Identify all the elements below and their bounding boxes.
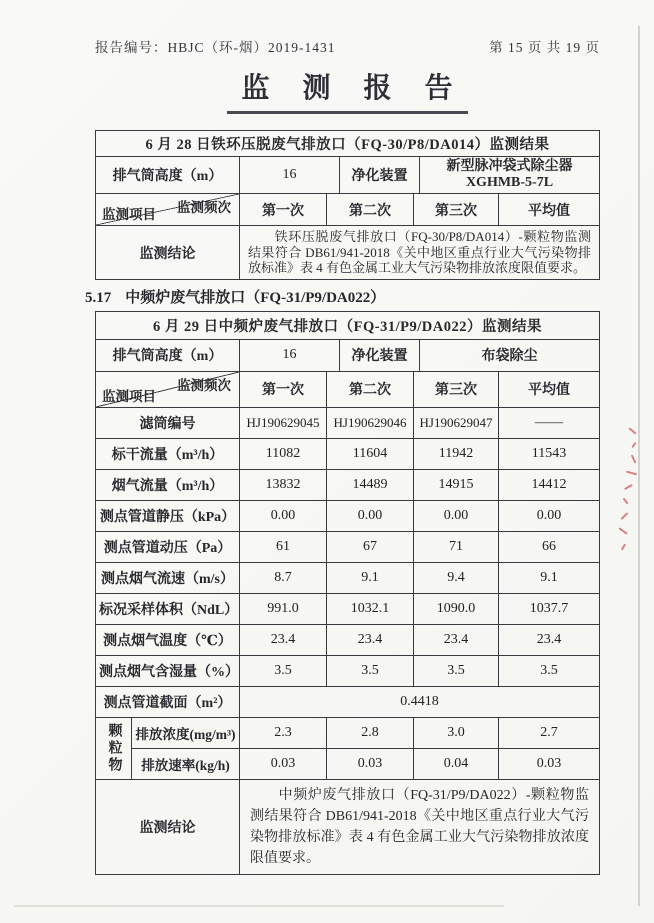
cell-value: 71 (413, 532, 498, 562)
stamp-edge-mark (624, 484, 633, 490)
table1-frequency-header-row (96, 193, 599, 225)
cell-value: 1037.7 (498, 594, 599, 624)
cell-value: 14412 (498, 470, 599, 500)
table2-stack-row (96, 339, 599, 371)
page-number: 第 15 页 共 19 页 (489, 40, 600, 55)
cell-value: 66 (498, 532, 599, 562)
cell-value: HJ190629045 (239, 408, 326, 438)
cell-value: 0.00 (413, 501, 498, 531)
page-edge-line (638, 26, 640, 906)
measurement-row-dynamic-pressure (96, 531, 599, 562)
cell-value: 11543 (498, 439, 599, 469)
cell-value: 23.4 (498, 625, 599, 655)
table-fq31-da022 (95, 311, 600, 875)
col-header-average: 平均值 (498, 372, 599, 407)
stamp-edge-mark (618, 527, 627, 535)
purifier-value-line2: XGHMB-5-7L (465, 175, 554, 191)
row-label: 测点烟气含湿量（%） (99, 664, 239, 680)
cell-value: 9.1 (326, 563, 413, 593)
conclusion-label: 监测结论 (139, 246, 196, 262)
cell-value: 2.3 (239, 718, 326, 748)
purifier-value (419, 157, 599, 193)
cell-value: 14489 (326, 470, 413, 500)
particulate-row-concentration (131, 718, 599, 748)
row-label: 测点管道动压（Pa） (103, 540, 232, 556)
document-title: 监 测 报 告 (227, 66, 467, 114)
row-label: 标况采样体积（NdL） (99, 602, 239, 618)
col-header-second: 第二次 (326, 194, 413, 225)
col-header-first: 第一次 (239, 372, 326, 407)
row-label: 测点烟气温度（℃） (103, 633, 232, 649)
cell-value: 8.7 (239, 563, 326, 593)
purifier-label: 净化装置 (339, 340, 419, 371)
stamp-edge-mark (628, 427, 636, 434)
col-header-first: 第一次 (239, 194, 326, 225)
stamp-edge-mark (631, 442, 636, 448)
col-header-third: 第三次 (413, 194, 498, 225)
conclusion-text (239, 780, 599, 874)
conclusion-label: 监测结论 (139, 820, 196, 836)
cell-value: 3.0 (413, 718, 498, 748)
purifier-label: 净化装置 (339, 157, 419, 193)
row-label: 烟气流量（m³/h） (111, 478, 224, 494)
measurement-row-filter-no (96, 407, 599, 438)
cell-value: 0.03 (498, 749, 599, 779)
table2-title: 6 月 29 日中频炉废气排放口（FQ-31/P9/DA022）监测结果 (153, 318, 542, 335)
cell-value: 23.4 (326, 625, 413, 655)
row-label: 标干流量（m³/h） (111, 447, 224, 463)
cell-value: 3.5 (326, 656, 413, 686)
cell-value: 11082 (239, 439, 326, 469)
cell-value: 3.5 (413, 656, 498, 686)
measurement-row-velocity (96, 562, 599, 593)
frequency-header: 监测频次 (177, 200, 231, 216)
row-label: 测点管道静压（kPa） (99, 509, 236, 525)
cell-value: 1090.0 (413, 594, 498, 624)
stamp-edge-mark (621, 544, 626, 551)
table1-conclusion-row (96, 225, 599, 279)
report-number: 报告编号：HBJC（环-烟）2019-1431 (95, 40, 336, 55)
section-number: 5.17 (85, 289, 112, 306)
particulate-row-rate (131, 748, 599, 779)
col-header-average: 平均值 (498, 194, 599, 225)
purifier-value: 布袋除尘 (419, 340, 599, 371)
measurement-row-temperature (96, 624, 599, 655)
cell-value: 9.4 (413, 563, 498, 593)
table2-conclusion-row (96, 779, 599, 874)
cell-value: 3.5 (239, 656, 326, 686)
diagonal-header-cell (96, 372, 239, 407)
cell-value: 61 (239, 532, 326, 562)
cell-value: 13832 (239, 470, 326, 500)
cell-value: 11604 (326, 439, 413, 469)
col-header-second: 第二次 (326, 372, 413, 407)
table1-stack-row (96, 156, 599, 193)
cell-value: HJ190629046 (326, 408, 413, 438)
item-header: 监测项目 (102, 388, 156, 404)
cell-value: 0.03 (239, 749, 326, 779)
measurement-row-flue-flow (96, 469, 599, 500)
particulate-group-label-cell (96, 718, 131, 779)
table2-title-row (96, 312, 599, 339)
diagonal-header-cell (96, 194, 239, 225)
row-label: 滤筒编号 (139, 416, 196, 432)
cell-value: 9.1 (498, 563, 599, 593)
measurement-row-dry-flow (96, 438, 599, 469)
conclusion-text-content: 中频炉废气排放口（FQ-31/P9/DA022）-颗粒物监测结果符合 DB61/941-2018《关中地区重点行业大气污染物排放标准》表 4 有色金属工业大气污染物排放浓度限值要求。 (250, 787, 589, 866)
cell-value: 0.00 (326, 501, 413, 531)
measurement-row-cross-section (96, 686, 599, 717)
cell-value: 23.4 (413, 625, 498, 655)
col-header-third: 第三次 (413, 372, 498, 407)
cell-value: HJ190629047 (413, 408, 498, 438)
row-label: 排放浓度(mg/m³) (131, 718, 239, 748)
cell-value: 0.03 (326, 749, 413, 779)
cell-value: 0.00 (498, 501, 599, 531)
frequency-header: 监测频次 (177, 377, 231, 393)
row-label: 测点管道截面（m²） (103, 695, 232, 711)
title-wrap (95, 66, 600, 114)
cell-value: 67 (326, 532, 413, 562)
stamp-edge-mark (626, 471, 637, 476)
item-header: 监测项目 (102, 207, 156, 223)
section-heading (85, 286, 600, 307)
table1-title-row (96, 131, 599, 156)
stack-height-label: 排气筒高度（m） (112, 349, 223, 365)
cell-value: 23.4 (239, 625, 326, 655)
section-title: 中频炉废气排放口（FQ-31/P9/DA022） (125, 289, 386, 306)
cross-section-value: 0.4418 (239, 687, 599, 717)
particulate-group-label: 颗粒物 (106, 722, 122, 774)
cell-value: 2.7 (498, 718, 599, 748)
cell-value: —— (498, 408, 599, 438)
stack-height-value: 16 (239, 340, 339, 371)
conclusion-text (239, 226, 599, 279)
cell-value: 0.04 (413, 749, 498, 779)
page-header (95, 0, 600, 56)
row-label: 测点烟气流速（m/s） (101, 571, 234, 587)
stamp-edge-mark (622, 498, 628, 505)
stack-height-label: 排气筒高度（m） (112, 169, 223, 185)
cell-value: 14915 (413, 470, 498, 500)
cell-value: 2.8 (326, 718, 413, 748)
measurement-row-moisture (96, 655, 599, 686)
stamp-edge-mark (631, 455, 637, 464)
measurement-row-static-pressure (96, 500, 599, 531)
row-label: 排放速率(kg/h) (131, 749, 239, 779)
table-fq30-da014 (95, 130, 600, 280)
conclusion-text-content: 铁环压脱废气排放口（FQ-30/P8/DA014）-颗粒物监测结果符合 DB61/941-2018《关中地区重点行业大气污染物排放标准》表 4 有色金属工业大气污染物排放浓度限值要求。 (248, 229, 591, 276)
purifier-value-line1: 新型脉冲袋式除尘器 (446, 159, 573, 174)
particulate-group-row (96, 717, 599, 779)
stack-height-value: 16 (239, 157, 339, 193)
cell-value: 3.5 (498, 656, 599, 686)
measurement-row-sample-volume (96, 593, 599, 624)
particulate-rows (131, 718, 599, 779)
stamp-edge-mark (621, 512, 629, 520)
cell-value: 1032.1 (326, 594, 413, 624)
cell-value: 11942 (413, 439, 498, 469)
table1-title: 6 月 28 日铁环压脱废气排放口（FQ-30/P8/DA014）监测结果 (145, 137, 550, 153)
cell-value: 0.00 (239, 501, 326, 531)
page-content (85, 0, 600, 875)
cell-value: 991.0 (239, 594, 326, 624)
page-bottom-shadow (14, 905, 504, 907)
table2-frequency-header-row (96, 371, 599, 407)
